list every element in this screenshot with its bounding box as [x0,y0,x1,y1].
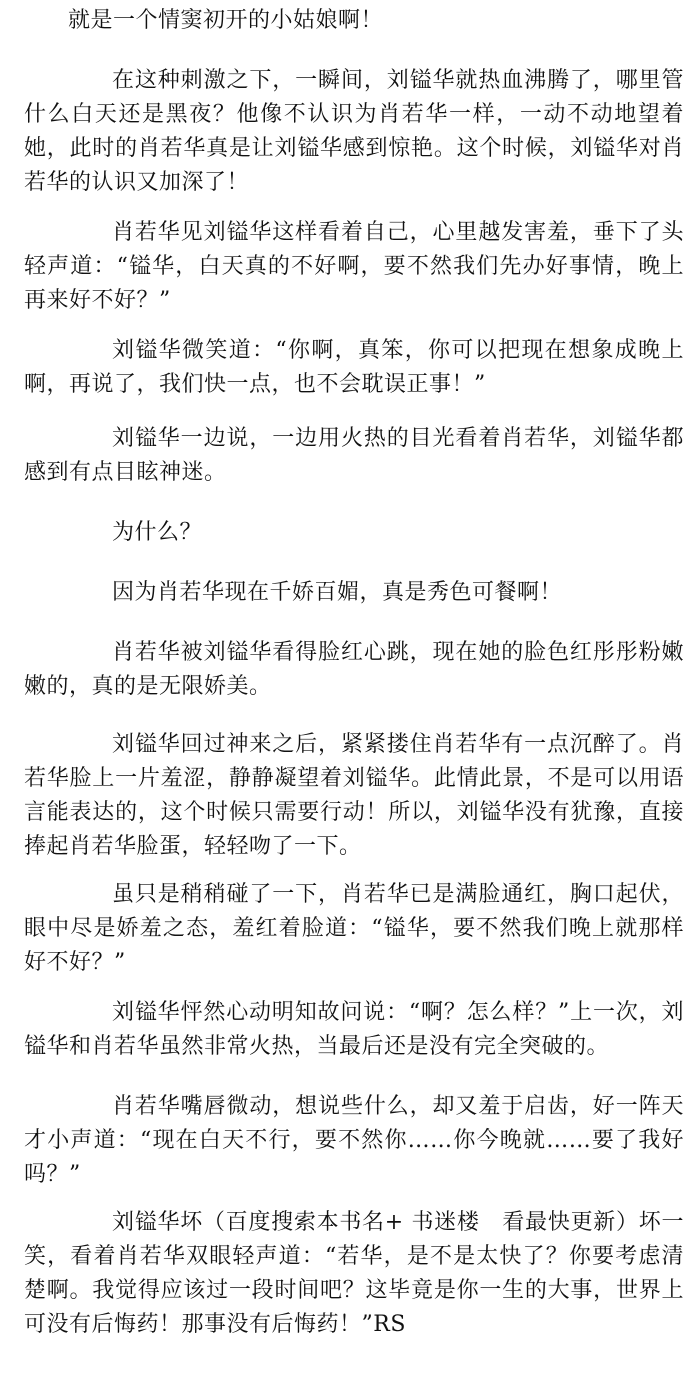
paragraph-4: 刘镒华微笑道：“你啊，真笨，你可以把现在想象成晚上啊，再说了，我们快一点，也不会耽误正事！” [24,338,684,397]
paragraph-11: 刘镒华怦然心动明知故问说：“啊？怎么样？”上一次，刘镒华和肖若华虽然非常火热，当最后还是没有完全突破的。 [24,1000,684,1059]
paragraph-10: 虽只是稍稍碰了一下，肖若华已是满脸通红，胸口起伏，眼中尽是娇羞之态，羞红着脸道：“镒华，要不然我们晚上就那样好不好？” [24,882,684,975]
paragraph-1: 就是一个情窦初开的小姑娘啊！ [68,8,384,33]
paragraph-5: 刘镒华一边说，一边用火热的目光看着肖若华，刘镒华都感到有点目眩神迷。 [24,426,684,485]
paragraph-13: 刘镒华坏（百度搜索本书名+ 书迷楼 看最快更新）坏一笑，看着肖若华双眼轻声道：“若华，是不是太快了？你要考虑清楚啊。我觉得应该过一段时间吧？这毕竟是你一生的大事，世界上可没有后悔药！那事没有后悔药！”RS [24,1210,684,1337]
paragraph-9: 刘镒华回过神来之后，紧紧搂住肖若华有一点沉醉了。肖若华脸上一片羞涩，静静凝望着刘镒华。此情此景，不是可以用语言能表达的，这个时候只需要行动！所以，刘镒华没有犹豫，直接捧起肖若华脸蛋，轻轻吻了一下。 [24,732,684,859]
paragraph-8: 肖若华被刘镒华看得脸红心跳，现在她的脸色红彤彤粉嫩嫩的，真的是无限娇美。 [24,640,684,699]
paragraph-7: 因为肖若华现在千娇百媚，真是秀色可餐啊！ [112,580,563,605]
paragraph-6: 为什么？ [112,520,203,545]
paragraph-2: 在这种刺激之下，一瞬间，刘镒华就热血沸腾了，哪里管什么白天还是黑夜？他像不认识为肖若华一样，一动不动地望着她，此时的肖若华真是让刘镒华感到惊艳。这个时候，刘镒华对肖若华的认识又加深了！ [24,68,684,195]
paragraph-12: 肖若华嘴唇微动，想说些什么，却又羞于启齿，好一阵天才小声道：“现在白天不行，要不然你……你今晚就……要了我好吗？” [24,1094,684,1187]
paragraph-3: 肖若华见刘镒华这样看着自己，心里越发害羞，垂下了头轻声道：“镒华，白天真的不好啊，要不然我们先办好事情，晚上再来好不好？” [24,220,684,313]
